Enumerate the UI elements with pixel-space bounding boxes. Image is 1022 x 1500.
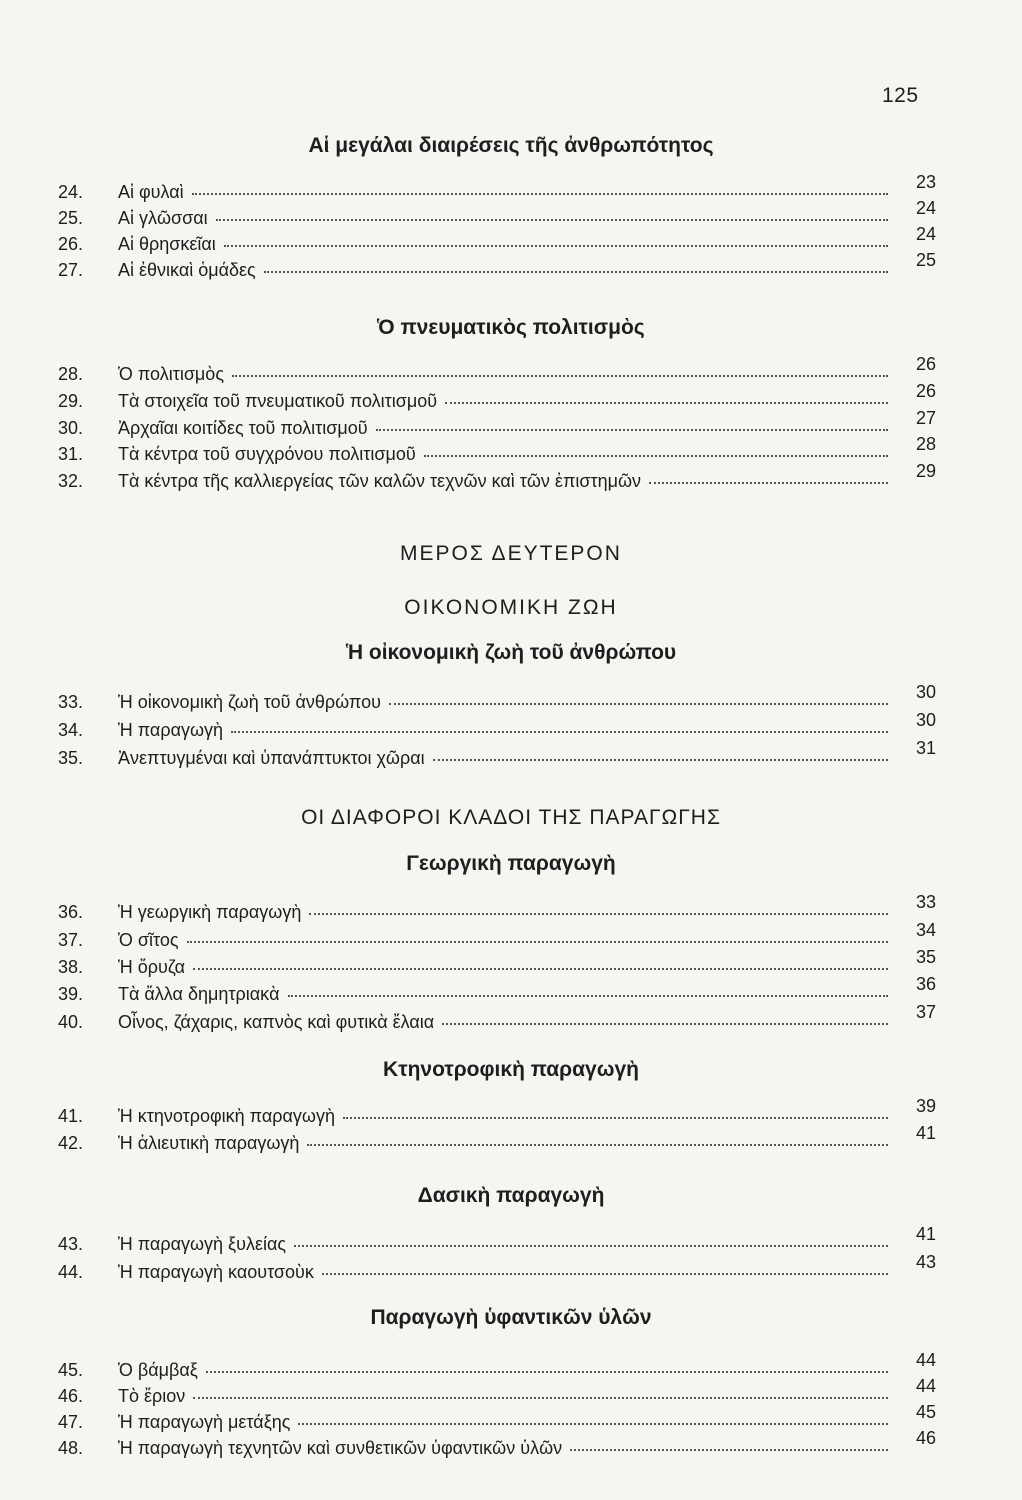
toc-entry[interactable]	[58, 172, 936, 208]
entry-number: 42.	[58, 1133, 84, 1153]
entry-title: Τὰ κέντρα τῆς καλλιεργείας τῶν καλῶν τεχνῶν καὶ τῶν ἐπιστημῶν	[118, 471, 642, 491]
dot-leader	[343, 1115, 888, 1119]
entry-number: 35.	[58, 748, 84, 768]
section-heading-forestry: Δασικὴ παραγωγὴ	[417, 1184, 605, 1207]
dot-leader	[192, 191, 888, 195]
part-title: ΟΙΚΟΝΟΜΙΚΗ ΖΩΗ	[404, 596, 618, 619]
toc-entry[interactable]	[58, 1402, 936, 1438]
toc-entry[interactable]	[58, 710, 936, 746]
entry-page: 37	[915, 1002, 936, 1022]
dot-leader	[570, 1447, 888, 1451]
entry-number: 30.	[58, 418, 84, 438]
dot-leader	[288, 993, 888, 997]
entry-number: 34.	[58, 720, 84, 740]
section-heading-branches: ΟΙ ΔΙΑΦΟΡΟΙ ΚΛΑΔΟΙ ΤΗΣ ΠΑΡΑΓΩΓΗΣ	[301, 806, 721, 829]
dot-leader	[424, 453, 888, 457]
entry-number: 43.	[58, 1234, 84, 1254]
entry-page: 25	[915, 250, 936, 270]
entry-number: 44.	[58, 1262, 84, 1282]
dot-leader	[433, 757, 888, 761]
dot-leader	[232, 373, 888, 377]
entry-number: 36.	[58, 902, 84, 922]
toc-entry[interactable]	[58, 920, 936, 956]
toc-entry[interactable]	[58, 224, 936, 260]
dot-leader	[231, 729, 888, 733]
entry-number: 37.	[58, 930, 84, 950]
toc-entry[interactable]	[58, 461, 936, 497]
entry-page: 44	[915, 1376, 936, 1396]
entry-title: Αἱ γλῶσσαι	[118, 208, 208, 228]
toc-entry[interactable]	[58, 974, 936, 1010]
entry-number: 33.	[58, 692, 84, 712]
toc-entry[interactable]	[58, 947, 936, 983]
section-heading-livestock: Κτηνοτροφικὴ παραγωγὴ	[383, 1058, 639, 1081]
entry-page: 28	[915, 434, 936, 454]
entry-title: Αἱ θρησκεῖαι	[118, 234, 216, 254]
entry-number: 48.	[58, 1438, 84, 1458]
dot-leader	[216, 217, 888, 221]
toc-entry[interactable]	[58, 682, 936, 718]
dot-leader	[193, 1395, 888, 1399]
entry-page: 35	[915, 947, 936, 967]
entry-title: Τὰ ἄλλα δημητριακὰ	[118, 984, 280, 1004]
toc-entry[interactable]	[58, 892, 936, 928]
entry-title: Τὸ ἔριον	[118, 1386, 186, 1406]
dot-leader	[442, 1021, 888, 1025]
entry-page: 24	[915, 198, 936, 218]
entry-title: Αἱ ἐθνικαὶ ὁμάδες	[118, 260, 256, 280]
dot-leader	[309, 911, 888, 915]
entry-title: Ἡ παραγωγὴ	[118, 720, 224, 740]
section-heading-economic-life: Ἡ οἰκονομικὴ ζωὴ τοῦ ἀνθρώπου	[345, 641, 677, 664]
page-number: 125	[882, 84, 919, 107]
dot-leader	[298, 1421, 888, 1425]
entry-page: 41	[915, 1123, 936, 1143]
entry-title: Ἡ ἁλιευτικὴ παραγωγὴ	[118, 1133, 300, 1153]
entry-page: 33	[915, 892, 936, 912]
toc-entry[interactable]	[58, 1002, 936, 1038]
entry-page: 30	[915, 682, 936, 702]
entry-number: 31.	[58, 444, 84, 464]
entry-number: 46.	[58, 1386, 84, 1406]
toc-entry[interactable]	[58, 1428, 936, 1464]
part-heading: ΜΕΡΟΣ ΔΕΥΤΕΡΟΝ	[400, 542, 622, 565]
entry-number: 40.	[58, 1012, 84, 1032]
entry-title: Ἡ ὄρυζα	[118, 957, 185, 977]
toc-entry[interactable]	[58, 738, 936, 774]
dot-leader	[445, 400, 888, 404]
entry-page: 26	[915, 381, 936, 401]
entry-title: Ἡ γεωργικὴ παραγωγὴ	[118, 902, 302, 922]
dot-leader	[322, 1271, 888, 1275]
entry-title: Ἡ παραγωγὴ τεχνητῶν καὶ συνθετικῶν ὑφαντικῶν ὑλῶν	[118, 1438, 563, 1458]
entry-title: Ἡ κτηνοτροφικὴ παραγωγὴ	[118, 1106, 335, 1126]
dot-leader	[187, 939, 888, 943]
dot-leader	[193, 966, 888, 970]
entry-page: 43	[915, 1252, 936, 1272]
entry-page: 45	[915, 1402, 936, 1422]
section-heading-agricultural: Γεωργικὴ παραγωγὴ	[406, 852, 616, 875]
toc-entry[interactable]	[58, 198, 936, 234]
entry-number: 24.	[58, 182, 84, 202]
dot-leader	[224, 243, 888, 247]
entry-page: 44	[915, 1350, 936, 1370]
entry-number: 29.	[58, 391, 84, 411]
entry-page: 41	[915, 1224, 936, 1244]
entry-page: 36	[915, 974, 936, 994]
toc-entry[interactable]	[58, 1350, 936, 1386]
section-heading-divisions: Αἱ μεγάλαι διαιρέσεις τῆς ἀνθρωπότητος	[308, 134, 714, 157]
section-heading-textile: Παραγωγὴ ὑφαντικῶν ὑλῶν	[370, 1306, 652, 1329]
toc-entry[interactable]	[58, 1123, 936, 1159]
entry-page: 34	[915, 920, 936, 940]
entry-page: 39	[915, 1096, 936, 1116]
entry-number: 39.	[58, 984, 84, 1004]
entry-title: Ὁ σῖτος	[118, 930, 179, 950]
dot-leader	[649, 480, 888, 484]
dot-leader	[389, 701, 888, 705]
entry-number: 27.	[58, 260, 84, 280]
entry-page: 29	[915, 461, 936, 481]
entry-number: 32.	[58, 471, 84, 491]
toc-entry[interactable]	[58, 434, 936, 470]
entry-page: 31	[915, 738, 936, 758]
dot-leader	[264, 269, 888, 273]
entry-page: 26	[915, 354, 936, 374]
dot-leader	[307, 1142, 888, 1146]
entry-title: Ἀρχαῖαι κοιτίδες τοῦ πολιτισμοῦ	[118, 418, 368, 438]
entry-page: 30	[915, 710, 936, 730]
dot-leader	[206, 1369, 888, 1373]
entry-title: Ἡ παραγωγὴ μετάξης	[118, 1412, 291, 1432]
entry-page: 46	[915, 1428, 936, 1448]
entry-title: Ὁ πολιτισμὸς	[118, 364, 224, 384]
entry-number: 47.	[58, 1412, 84, 1432]
entry-number: 28.	[58, 364, 84, 384]
toc-entry[interactable]	[58, 1376, 936, 1412]
toc-entry[interactable]	[58, 408, 936, 444]
entry-number: 26.	[58, 234, 84, 254]
entry-page: 27	[915, 408, 936, 428]
entry-title: Οἶνος, ζάχαρις, καπνὸς καὶ φυτικὰ ἔλαια	[118, 1012, 435, 1032]
entry-title: Ὁ βάμβαξ	[118, 1360, 198, 1380]
entry-title: Ἡ οἰκονομικὴ ζωὴ τοῦ ἀνθρώπου	[118, 692, 381, 712]
dot-leader	[376, 427, 888, 431]
toc-entry[interactable]	[58, 1252, 936, 1288]
entry-number: 41.	[58, 1106, 84, 1126]
entry-title: Ἀνεπτυγμέναι καὶ ὑπανάπτυκτοι χῶραι	[118, 748, 425, 768]
entry-number: 45.	[58, 1360, 84, 1380]
entry-title: Ἡ παραγωγὴ ξυλείας	[118, 1234, 287, 1254]
entry-title: Ἡ παραγωγὴ καουτσοὺκ	[118, 1262, 314, 1282]
entry-title: Τὰ κέντρα τοῦ συγχρόνου πολιτισμοῦ	[118, 444, 416, 464]
toc-entry[interactable]	[58, 250, 936, 286]
entry-title: Αἱ φυλαὶ	[118, 182, 184, 202]
entry-number: 25.	[58, 208, 84, 228]
dot-leader	[294, 1243, 888, 1247]
toc-entry[interactable]	[58, 381, 936, 417]
entry-title: Τὰ στοιχεῖα τοῦ πνευματικοῦ πολιτισμοῦ	[118, 391, 438, 411]
toc-entry[interactable]	[58, 1096, 936, 1132]
toc-entry[interactable]	[58, 354, 936, 390]
entry-number: 38.	[58, 957, 84, 977]
entry-page: 23	[915, 172, 936, 192]
entry-page: 24	[915, 224, 936, 244]
toc-entry[interactable]	[58, 1224, 936, 1260]
section-heading-spiritual-civilization: Ὁ πνευματικὸς πολιτισμὸς	[377, 316, 645, 339]
